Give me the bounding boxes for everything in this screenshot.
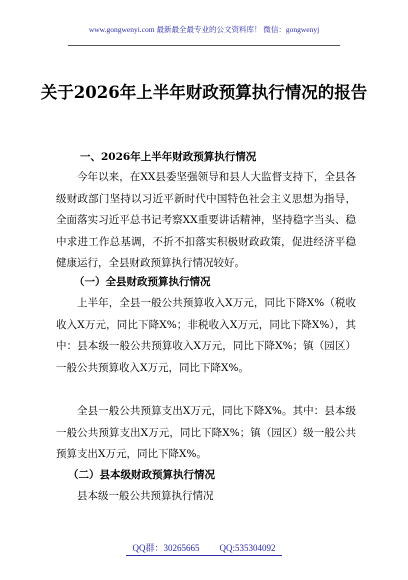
footer-underline (126, 555, 282, 556)
subsection-heading-1: （一）全县财政预算执行情况 (74, 276, 211, 288)
page-header (0, 25, 408, 35)
paragraph-2: 上半年，全县一般公共预算收入X万元，同比下降X%（税收收入X万元，同比下降X%；非税收入X万元，同比下降X%），其中：县本级一般公共预算收入X万元，同比下降X%；镇（园区）一般公共预算收入X万元，同比下降X%。 (56, 297, 356, 374)
paragraph-4: 县本级一般公共预算执行情况 (77, 490, 214, 502)
header-text: www.gongwenyi.com 最新最全最专业的公文资料库！ 微信：gongwenyj (88, 25, 320, 34)
paragraph-1: 今年以来，在XX县委坚强领导和县人大监督支持下，全县各级财政部门坚持以习近平新时代中国特色社会主义思想为指导，全面落实习近平总书记考察XX重要讲话精神，坚持稳字当头、稳中求进工作总基调，不折不扣落实积极财政政策，促进经济平稳健康运行，全县财政预算执行情况较好。 (56, 171, 356, 269)
footer-qq-group: QQ群：30265665 (132, 543, 200, 553)
subsection-heading-2: （二）县本级财政预算执行情况 (68, 469, 215, 481)
section-heading-1: 一、2026年上半年财政预算执行情况 (80, 151, 257, 163)
header-divider (68, 45, 340, 46)
page-footer (0, 542, 408, 554)
document-title: 关于2026年上半年财政预算执行情况的报告 (40, 83, 368, 102)
paragraph-3: 全县一般公共预算支出X万元，同比下降X%。其中：县本级一般公共预算支出X万元，同比下降X%；镇（园区）级一般公共预算支出X万元，同比下降X%。 (56, 405, 356, 460)
footer-qq: QQ:535304092 (219, 543, 276, 553)
